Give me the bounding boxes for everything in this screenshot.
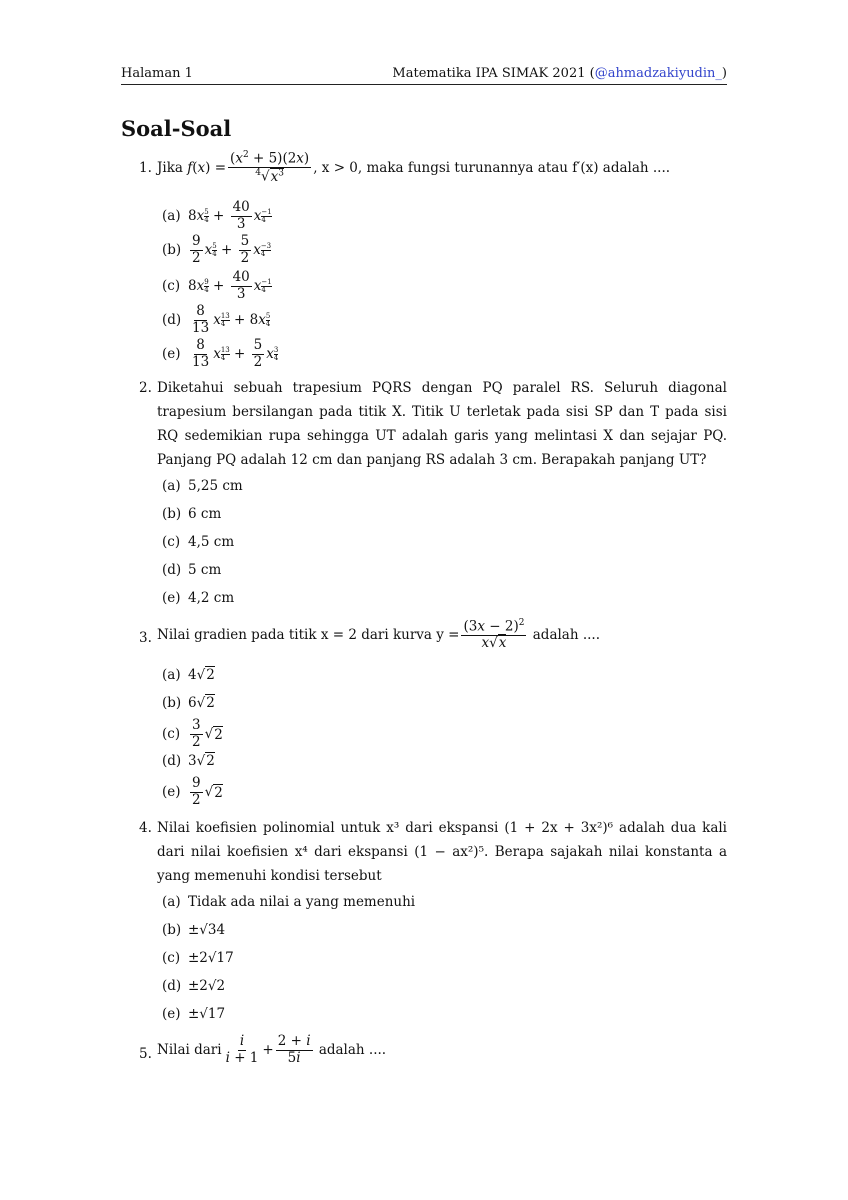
option-a[interactable]: (a) 8 x 5 4 + $\frac{40}{3}$ x −1 4 [162, 199, 272, 232]
page-number: Halaman 1 [121, 66, 193, 81]
author-link[interactable]: @ahmadzakiyudin_ [594, 66, 722, 81]
question-4 [139, 816, 727, 888]
option-c[interactable]: (c) 4,5 cm [162, 534, 235, 550]
question-5: 5. Nilai dari $\frac{i}{i + 1}$ + $\frac{2 + i}{5i}$ adalah .... [139, 1033, 387, 1066]
question-number: 3. [139, 630, 152, 646]
question-number: 4. [139, 820, 152, 836]
formula-fraction: $\frac{2 + i}{5i}$ [277, 1033, 311, 1066]
formula-fraction: $\frac{(3x - 2)^2}{x√x}$ [463, 618, 525, 652]
option-b[interactable]: (b) 6√ 2 [162, 694, 215, 711]
option-a[interactable]: (a) 4√ 2 [162, 666, 215, 683]
option-d[interactable]: (d) 5 cm [162, 562, 222, 578]
option-a[interactable]: (a) Tidak ada nilai a yang memenuhi [162, 894, 416, 910]
section-title: Soal-Soal [121, 116, 232, 141]
formula-fraction: $\frac{i}{i + 1}$ [225, 1033, 259, 1066]
option-e[interactable]: (e) $\frac{9}{2}$ √ 2 [162, 775, 223, 808]
question-2 [139, 376, 727, 472]
option-d[interactable]: (d) $\frac{8}{13}$ x 13 4 + 8 x 5 4 [162, 303, 271, 336]
question-3 [139, 618, 727, 652]
question-text: Nilai koefisien polinomial untuk x³ dari ekspansi (1 + 2x + 3x²)⁶ adalah dua kali dari nilai koefisien x⁴ dari ekspansi (1 − ax²)⁵. Berapa sajakah nilai konstanta a yang memenuhi kondisi tersebut [157, 820, 727, 884]
option-e[interactable]: (e) $\frac{8}{13}$ x 13 4 + $\frac{5}{2}$ x 3 4 [162, 337, 279, 370]
question-text: Nilai gradien pada titik x = 2 dari kurva y = [157, 626, 460, 643]
option-d[interactable]: (d) 3√ 2 [162, 752, 215, 769]
question-text: Jika [157, 159, 183, 176]
question-1: 1. Jika f ( x ) = $\frac{(x^2 + 5)(2x)}{^4√x^3}$ , x > 0, maka fungsi turunannya atau f′(x) adalah .... [139, 150, 671, 185]
option-b[interactable]: (b) 6 cm [162, 506, 222, 522]
header-title: Matematika IPA SIMAK 2021 (@ahmadzakiyudin_) [392, 66, 727, 81]
formula-fraction: $\frac{(x^2 + 5)(2x)}{^4√x^3}$ [230, 150, 310, 185]
question-text: adalah .... [532, 626, 601, 643]
option-d[interactable]: (d) ±2√2 [162, 978, 226, 994]
option-b[interactable]: (b) $\frac{9}{2}$ x 5 4 + $\frac{5}{2}$ x −3 4 [162, 233, 272, 266]
question-number: 2. [139, 380, 152, 396]
option-c[interactable]: (c) ±2√17 [162, 950, 234, 966]
question-number: 1. [139, 160, 152, 176]
question-text: Diketahui sebuah trapesium PQRS dengan PQ paralel RS. Seluruh diagonal trapesium bersilangan pada titik X. Titik U terletak pada sisi SP dan T pada sisi RQ sedemikian rupa sehingga UT adalah garis yang melintasi X dan sejajar PQ. Panjang PQ adalah 12 cm dan panjang RS adalah 3 cm. Berapakah panjang UT? [157, 380, 727, 468]
question-text: , x > 0, maka fungsi turunannya atau f′(x) adalah .... [313, 159, 671, 176]
page-header [121, 66, 727, 85]
option-c[interactable]: (c) 8 x 9 4 + $\frac{40}{3}$ x −1 4 [162, 269, 272, 302]
option-a[interactable]: (a) 5,25 cm [162, 478, 243, 494]
question-number: 5. [139, 1046, 152, 1062]
question-text: Nilai dari [157, 1042, 222, 1059]
option-b[interactable]: (b) ±√34 [162, 922, 226, 938]
question-text: adalah .... [318, 1042, 387, 1059]
option-e[interactable]: (e) ±√17 [162, 1006, 226, 1022]
option-e[interactable]: (e) 4,2 cm [162, 590, 235, 606]
option-c[interactable]: (c) $\frac{3}{2}$ √ 2 [162, 717, 223, 750]
